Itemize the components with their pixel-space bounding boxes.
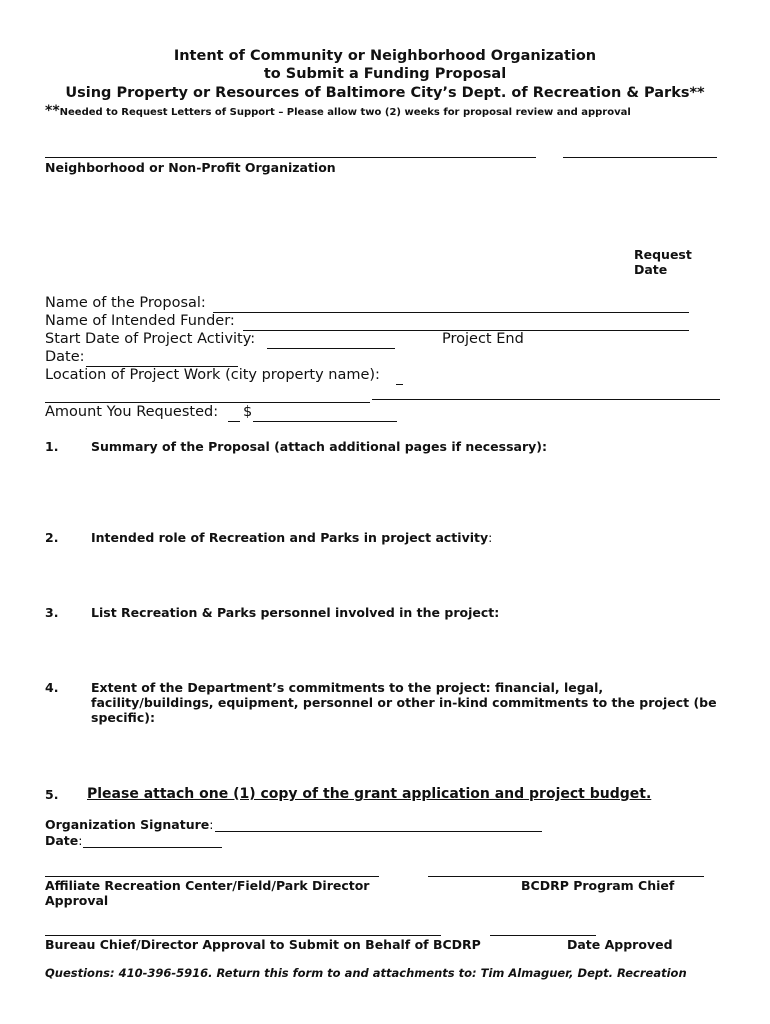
project-end-label: Project End	[442, 331, 524, 347]
note-stars: **	[45, 103, 60, 119]
affiliate-label-1: Affiliate Recreation Center/Field/Park Director	[45, 878, 370, 893]
affiliate-label-2: Approval	[45, 893, 109, 908]
dollar-sign: $	[243, 404, 253, 420]
item-1-text: Summary of the Proposal (attach additional pages if necessary):	[91, 439, 547, 454]
signature-date-label	[45, 833, 82, 848]
program-chief-line[interactable]	[428, 876, 704, 877]
request-date-line[interactable]	[563, 157, 717, 158]
item-4-line1: Extent of the Department’s commitments to the project: financial, legal,	[91, 680, 604, 695]
signature-date-colon: :	[78, 833, 83, 848]
item-2-number: 2.	[45, 530, 59, 545]
request-date-label-1: Request	[634, 247, 692, 262]
amount-line[interactable]	[253, 421, 397, 422]
location-label: Location of Project Work (city property name):	[45, 367, 380, 383]
location-line-b[interactable]	[372, 399, 720, 400]
signature-date-text: Date	[45, 833, 79, 848]
location-line-a[interactable]	[45, 402, 370, 403]
location-line-start[interactable]	[396, 384, 403, 385]
header-note	[45, 103, 631, 119]
form-title-line2: to Submit a Funding Proposal	[263, 66, 507, 82]
item-5-number: 5.	[45, 787, 59, 802]
start-date-label: Start Date of Project Activity:	[45, 331, 256, 347]
item-2-main: Intended role of Recreation and Parks in project activity	[91, 530, 489, 545]
end-date-label: Date:	[45, 349, 85, 365]
program-chief-label: BCDRP Program Chief	[521, 878, 675, 893]
item-4-line3: specific):	[91, 710, 155, 725]
proposal-name-line[interactable]	[213, 312, 689, 313]
footer-questions: Questions: 410-396-5916. Return this form to and attachments to: Tim Almaguer, Dept. Recreation	[45, 966, 687, 980]
item-5-text: Please attach one (1) copy of the grant application and project budget.	[87, 786, 652, 802]
note-text: Needed to Request Letters of Support – Please allow two (2) weeks for proposal review and approval	[59, 107, 631, 118]
item-4-line2: facility/buildings, equipment, personnel or other in-kind commitments to the project (be	[91, 695, 717, 710]
form-title-line1: Intent of Community or Neighborhood Organization	[173, 48, 597, 64]
form-title-line3: Using Property or Resources of Baltimore City’s Dept. of Recreation & Parks**	[65, 85, 705, 101]
item-2-text	[91, 530, 492, 545]
signature-date-line[interactable]	[83, 847, 222, 848]
amount-label: Amount You Requested:	[45, 404, 219, 420]
affiliate-line[interactable]	[45, 876, 379, 877]
bureau-chief-line[interactable]	[45, 935, 441, 936]
org-signature-line[interactable]	[215, 831, 542, 832]
org-label: Neighborhood or Non-Profit Organization	[45, 160, 336, 175]
item-3-text: List Recreation & Parks personnel involved in the project:	[91, 605, 500, 620]
start-date-line[interactable]	[267, 348, 395, 349]
amount-line-pre[interactable]	[228, 421, 240, 422]
bureau-chief-label: Bureau Chief/Director Approval to Submit on Behalf of BCDRP	[45, 937, 481, 952]
item-4-number: 4.	[45, 680, 59, 695]
item-2-colon: :	[488, 530, 493, 545]
org-signature-text: Organization Signature	[45, 817, 210, 832]
item-1-number: 1.	[45, 439, 59, 454]
request-date-label-2: Date	[634, 262, 668, 277]
org-signature-label	[45, 817, 213, 832]
item-3-number: 3.	[45, 605, 59, 620]
org-signature-colon: :	[209, 817, 214, 832]
funder-label: Name of Intended Funder:	[45, 313, 235, 329]
proposal-name-label: Name of the Proposal:	[45, 295, 206, 311]
date-approved-label: Date Approved	[567, 937, 673, 952]
date-approved-line[interactable]	[490, 935, 596, 936]
org-name-line[interactable]	[45, 157, 536, 158]
